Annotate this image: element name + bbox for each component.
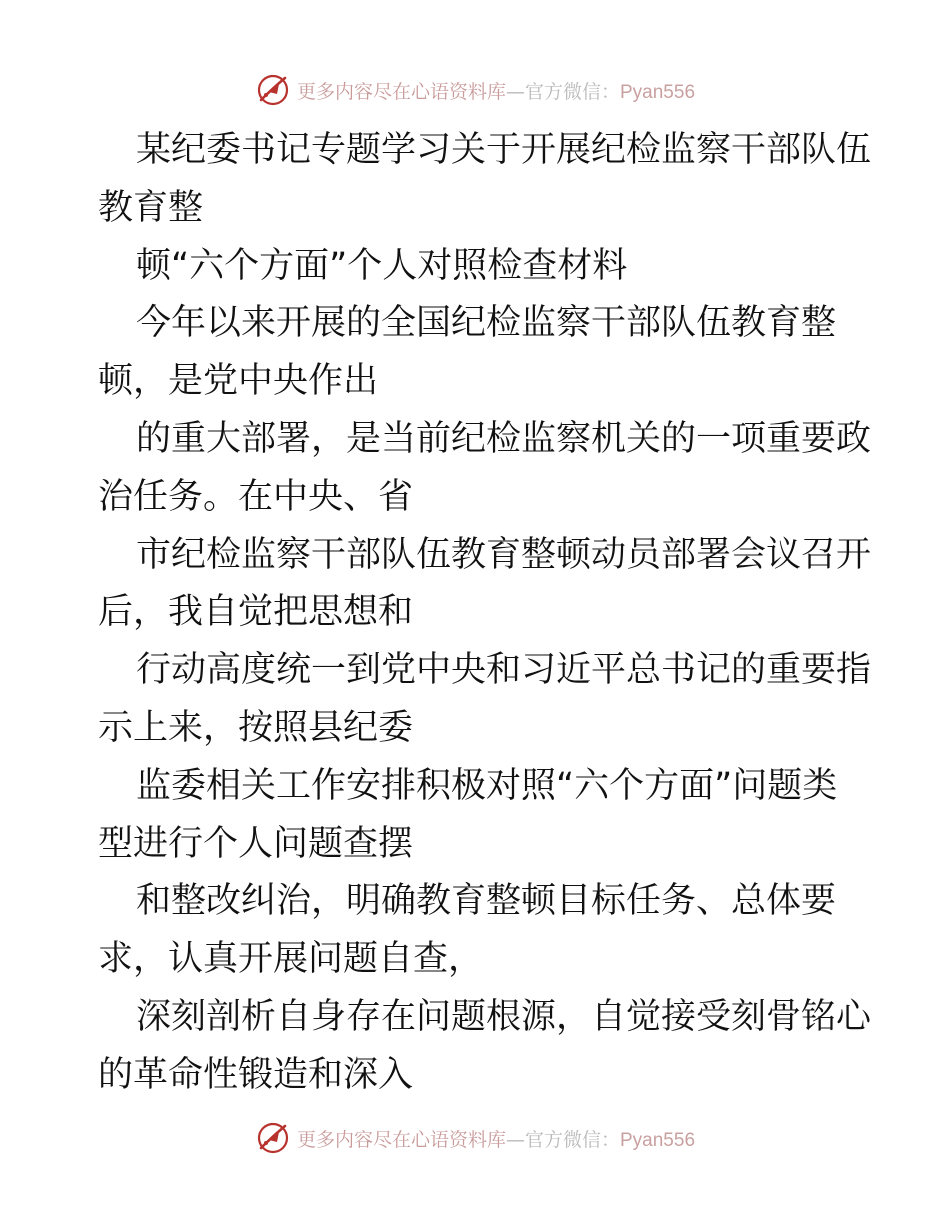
- banner-dash: —: [505, 1128, 525, 1151]
- text-line: 的革命性锻造和深入: [98, 1054, 414, 1095]
- pen-logo-icon: [255, 1120, 291, 1156]
- banner-official-label: 官方微信：: [524, 80, 620, 103]
- text-line: 顿，是党中央作出: [98, 361, 379, 402]
- pen-logo-icon: [255, 72, 291, 108]
- banner-wechat-id: Pyan556: [620, 1129, 696, 1151]
- text-line: 求，认真开展问题自查，: [98, 939, 484, 980]
- text-line: 今年以来开展的全国纪检监察干部队伍教育整: [136, 303, 837, 344]
- text-line: 后，我自觉把思想和: [98, 592, 414, 633]
- text-line: 教育整: [98, 187, 204, 228]
- banner-wechat-id: Pyan556: [620, 81, 696, 103]
- text-line: 示上来，按照县纪委: [98, 707, 414, 748]
- text-line: 顿“六个方面”个人对照检查材料: [136, 245, 628, 286]
- banner-site-text: 更多内容尽在心语资料库: [296, 80, 506, 103]
- banner-text: [297, 77, 695, 104]
- text-line: 和整改纠治，明确教育整顿目标任务、总体要: [136, 881, 837, 922]
- footer-watermark-banner: [0, 1118, 950, 1158]
- banner-site-text: 更多内容尽在心语资料库: [296, 1128, 506, 1151]
- text-line: 的重大部署，是当前纪检监察机关的一项重要政: [136, 418, 872, 459]
- text-line: 市纪检监察干部队伍教育整顿动员部署会议召开: [136, 534, 872, 575]
- banner-text: [297, 1125, 695, 1152]
- text-line: 行动高度统一到党中央和习近平总书记的重要指: [136, 650, 872, 691]
- banner-official-label: 官方微信：: [524, 1128, 620, 1151]
- text-line: 监委相关工作安排积极对照“六个方面”问题类: [136, 765, 838, 806]
- header-watermark-banner: [0, 70, 950, 110]
- text-line: 某纪委书记专题学习关于开展纪检监察干部队伍: [136, 130, 872, 170]
- text-line: 深刻剖析自身存在问题根源，自觉接受刻骨铭心: [136, 996, 872, 1037]
- document-body: [98, 122, 872, 1105]
- banner-dash: —: [505, 80, 525, 103]
- text-line: 型进行个人问题查摆: [98, 823, 414, 864]
- text-line: 治任务。在中央、省: [98, 476, 414, 517]
